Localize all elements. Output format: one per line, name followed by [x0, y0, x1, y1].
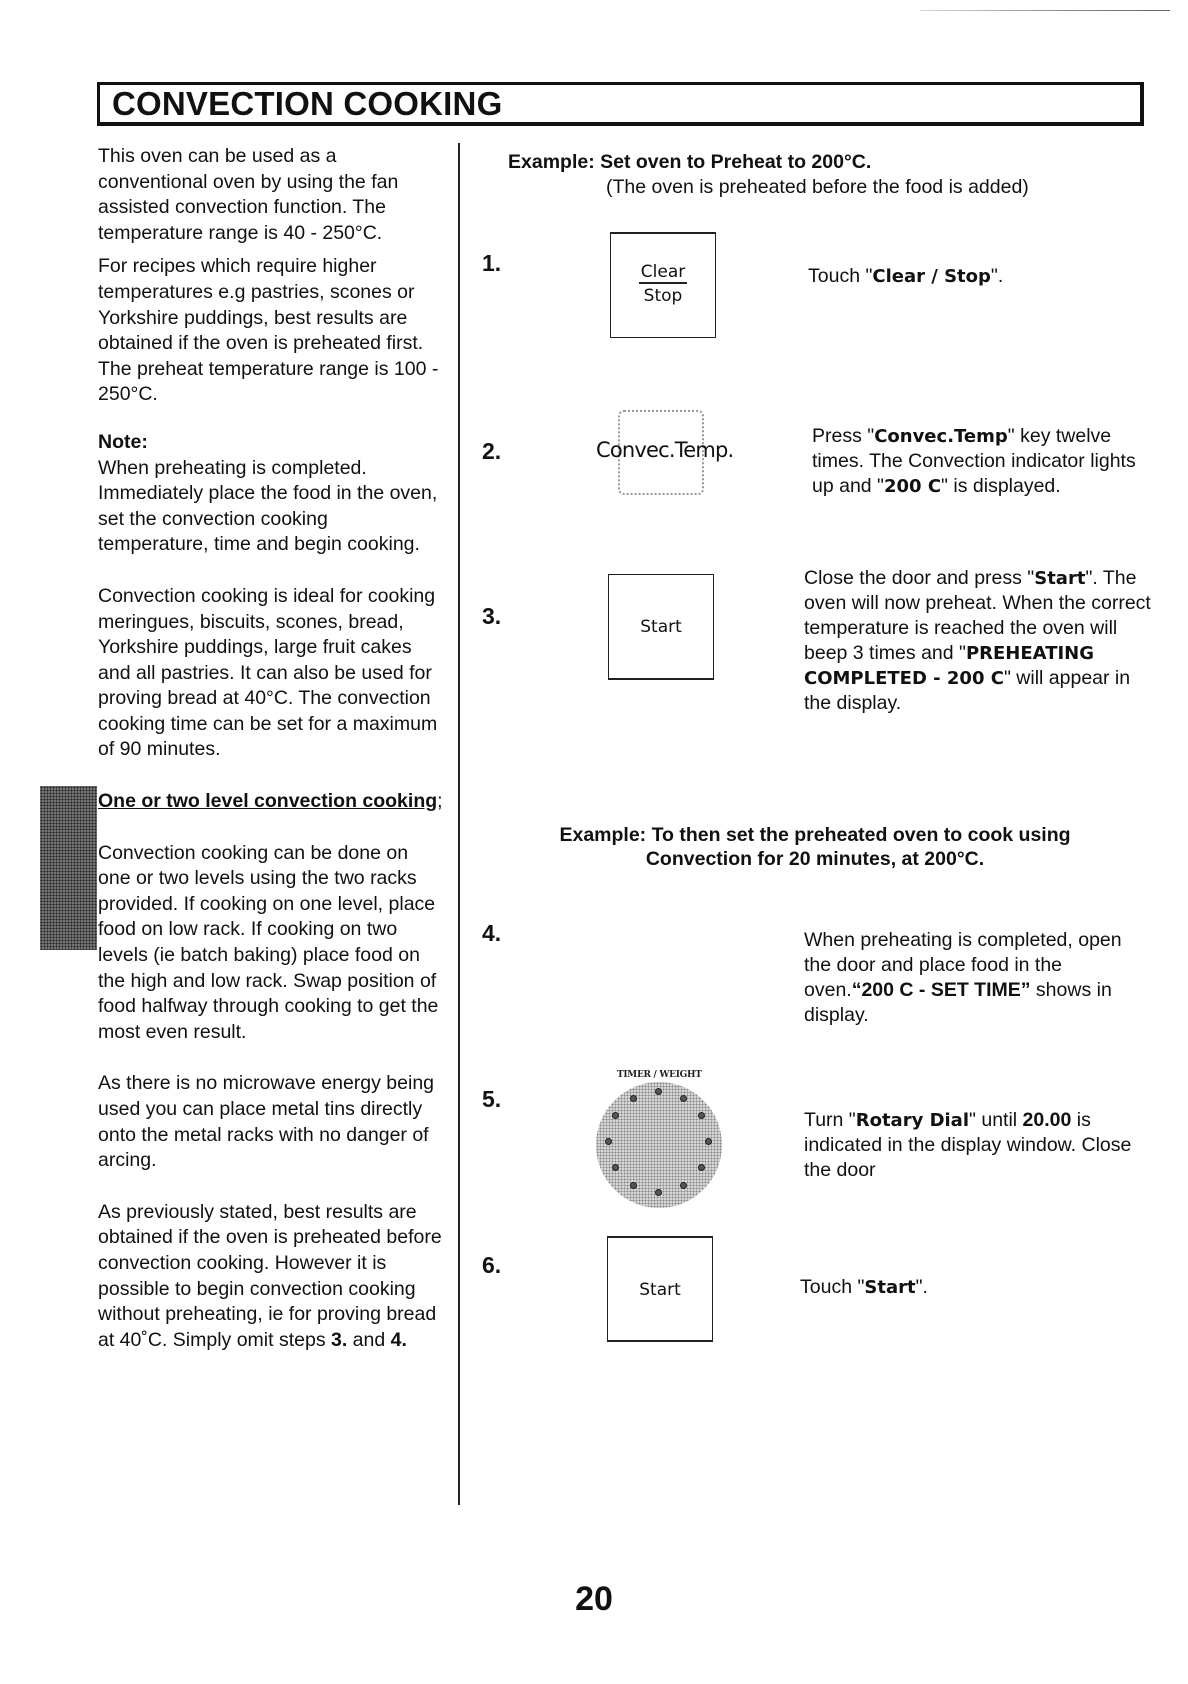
step-4-text-end: shows in display. — [804, 979, 1112, 1026]
start-key-step-6[interactable] — [607, 1236, 713, 1342]
levels-heading-text: One or two level convection cooking — [98, 790, 438, 813]
step-1-text-end: ". — [990, 265, 1004, 287]
step-1-description — [808, 264, 1148, 289]
levels-heading-suffix: ; — [437, 790, 443, 813]
step-4-display-ref: “200 C - SET TIME” — [851, 979, 1031, 1001]
dial-dot — [655, 1189, 662, 1196]
clear-stop-divider — [639, 282, 687, 284]
preheat-and: and — [347, 1328, 391, 1351]
step-5-text: Turn " — [804, 1109, 856, 1131]
dial-dot — [698, 1164, 705, 1171]
step-6-description — [800, 1275, 1140, 1300]
step-3-display-ref: PREHEATING COMPLETED - 200 C — [804, 643, 1095, 689]
example-2-title — [470, 823, 1160, 871]
step-4-number: 4. — [482, 920, 502, 946]
preheat-text: As previously stated, best results are obtained if the oven is preheated before convection cooking. However it is possible to begin convection cooking without preheating, ie for proving bread at 40˚C. Simply omit steps — [98, 1200, 442, 1351]
step-3-text: Close the door and press " — [804, 567, 1035, 589]
rotary-dial-icon[interactable] — [596, 1082, 722, 1208]
step-3-description — [804, 566, 1154, 716]
levels-heading — [98, 789, 443, 815]
step-5-key-ref: Rotary Dial — [855, 1110, 970, 1131]
dial-dot — [605, 1138, 612, 1145]
ideal-for-paragraph: Convection cooking is ideal for cooking meringues, biscuits, scones, bread, Yorkshire puddings, large fruit cakes and all pastries. It can also be used for proving bread at 40°C. The convection cooking time can be set for a maximum of 90 minutes. — [98, 584, 438, 761]
step-5-value-ref: 20.00 — [1022, 1109, 1072, 1131]
step-1-number: 1. — [482, 250, 502, 276]
step-2-text-end: " is displayed. — [941, 475, 1061, 497]
timer-weight-label: TIMER / WEIGHT — [617, 1070, 702, 1080]
step-2-display-ref: 200 C — [883, 476, 942, 497]
dial-dot — [655, 1088, 662, 1095]
step-6-key-ref: Start — [864, 1277, 916, 1298]
step-3-number: 3. — [482, 603, 502, 629]
step-ref-3: 3. — [331, 1328, 348, 1351]
example-2-line-2: Convection for 20 minutes, at 200°C. — [645, 848, 985, 870]
dial-dot — [630, 1182, 637, 1189]
step-1-text: Touch " — [808, 265, 873, 287]
page-title: CONVECTION COOKING — [112, 85, 503, 122]
step-5-number: 5. — [482, 1086, 502, 1112]
example-1-title: Example: Set oven to Preheat to 200°C. — [508, 151, 872, 173]
example-2-line-1: Example: To then set the preheated oven to cook using — [559, 824, 1071, 846]
start-label: Start — [639, 1280, 681, 1300]
example-1-subtitle: (The oven is preheated before the food is added) — [606, 176, 1029, 198]
preheat-paragraph — [98, 1200, 443, 1354]
convec-temp-label: Convec.Temp. — [596, 438, 734, 462]
page-number: 20 — [575, 1580, 613, 1618]
dial-dot — [698, 1112, 705, 1119]
right-column — [470, 0, 1170, 1600]
clear-stop-key[interactable] — [610, 232, 716, 338]
section-tab-marker — [40, 786, 97, 950]
dial-dot — [630, 1095, 637, 1102]
levels-paragraph: Convection cooking can be done on one or two levels using the two racks provided. If cooking on one level, place food on low rack. If cooking on two levels (ie batch baking) place food on the high and low rack. Swap position of food halfway through cooking to get the most even result. — [98, 841, 439, 1043]
step-5-text-end: is indicated in the display window. Close the door — [804, 1109, 1132, 1181]
left-column — [98, 144, 443, 1353]
dial-dot — [612, 1112, 619, 1119]
step-5-text-mid: " until — [969, 1109, 1023, 1131]
dial-dot — [705, 1138, 712, 1145]
step-2-text-mid: " key twelve times. The Convection indicator lights up and " — [812, 425, 1136, 497]
clear-label: Clear — [640, 262, 686, 282]
note-heading: Note: — [98, 430, 148, 453]
step-1-key-ref: Clear / Stop — [872, 266, 991, 287]
step-6-text-end: ". — [915, 1276, 928, 1298]
step-5-description — [804, 1108, 1134, 1183]
step-4-text: When preheating is completed, open the door and place food in the oven. — [804, 929, 1122, 1001]
metal-tins-paragraph: As there is no microwave energy being used you can place metal tins directly onto the metal racks with no danger of arcing. — [98, 1072, 435, 1172]
step-2-description — [812, 424, 1162, 499]
dial-dot — [680, 1182, 687, 1189]
start-label: Start — [640, 617, 682, 637]
intro-paragraph-2: For recipes which require higher temperatures e.g pastries, scones or Yorkshire puddings, best results are obtained if the oven is preheated first. The preheat temperature range is 100 - 250°C. — [98, 255, 439, 406]
column-divider — [458, 143, 460, 1505]
step-ref-4: 4. — [390, 1328, 407, 1351]
step-3-text-mid: ". The oven will now preheat. When the correct temperature is reached the oven will beep 3 times and " — [804, 567, 1151, 664]
step-3-key-ref: Start — [1034, 568, 1086, 589]
note-body: When preheating is completed. Immediately place the food in the oven, set the convection cooking temperature, time and begin cooking. — [98, 456, 438, 556]
step-3-text-end: " will appear in the display. — [804, 667, 1131, 714]
dial-dot — [612, 1164, 619, 1171]
dial-dot — [680, 1095, 687, 1102]
step-2-number: 2. — [482, 438, 502, 464]
step-4-description — [804, 928, 1134, 1028]
step-2-text: Press " — [812, 425, 875, 447]
step-2-key-ref: Convec.Temp — [874, 426, 1008, 447]
step-6-number: 6. — [482, 1252, 502, 1278]
start-key-step-3[interactable] — [608, 574, 714, 680]
stop-label: Stop — [643, 286, 683, 306]
step-6-text: Touch " — [800, 1276, 865, 1298]
intro-paragraph-1: This oven can be used as a conventional oven by using the fan assisted convection function. The temperature range is 40 - 250°C. — [98, 145, 399, 244]
